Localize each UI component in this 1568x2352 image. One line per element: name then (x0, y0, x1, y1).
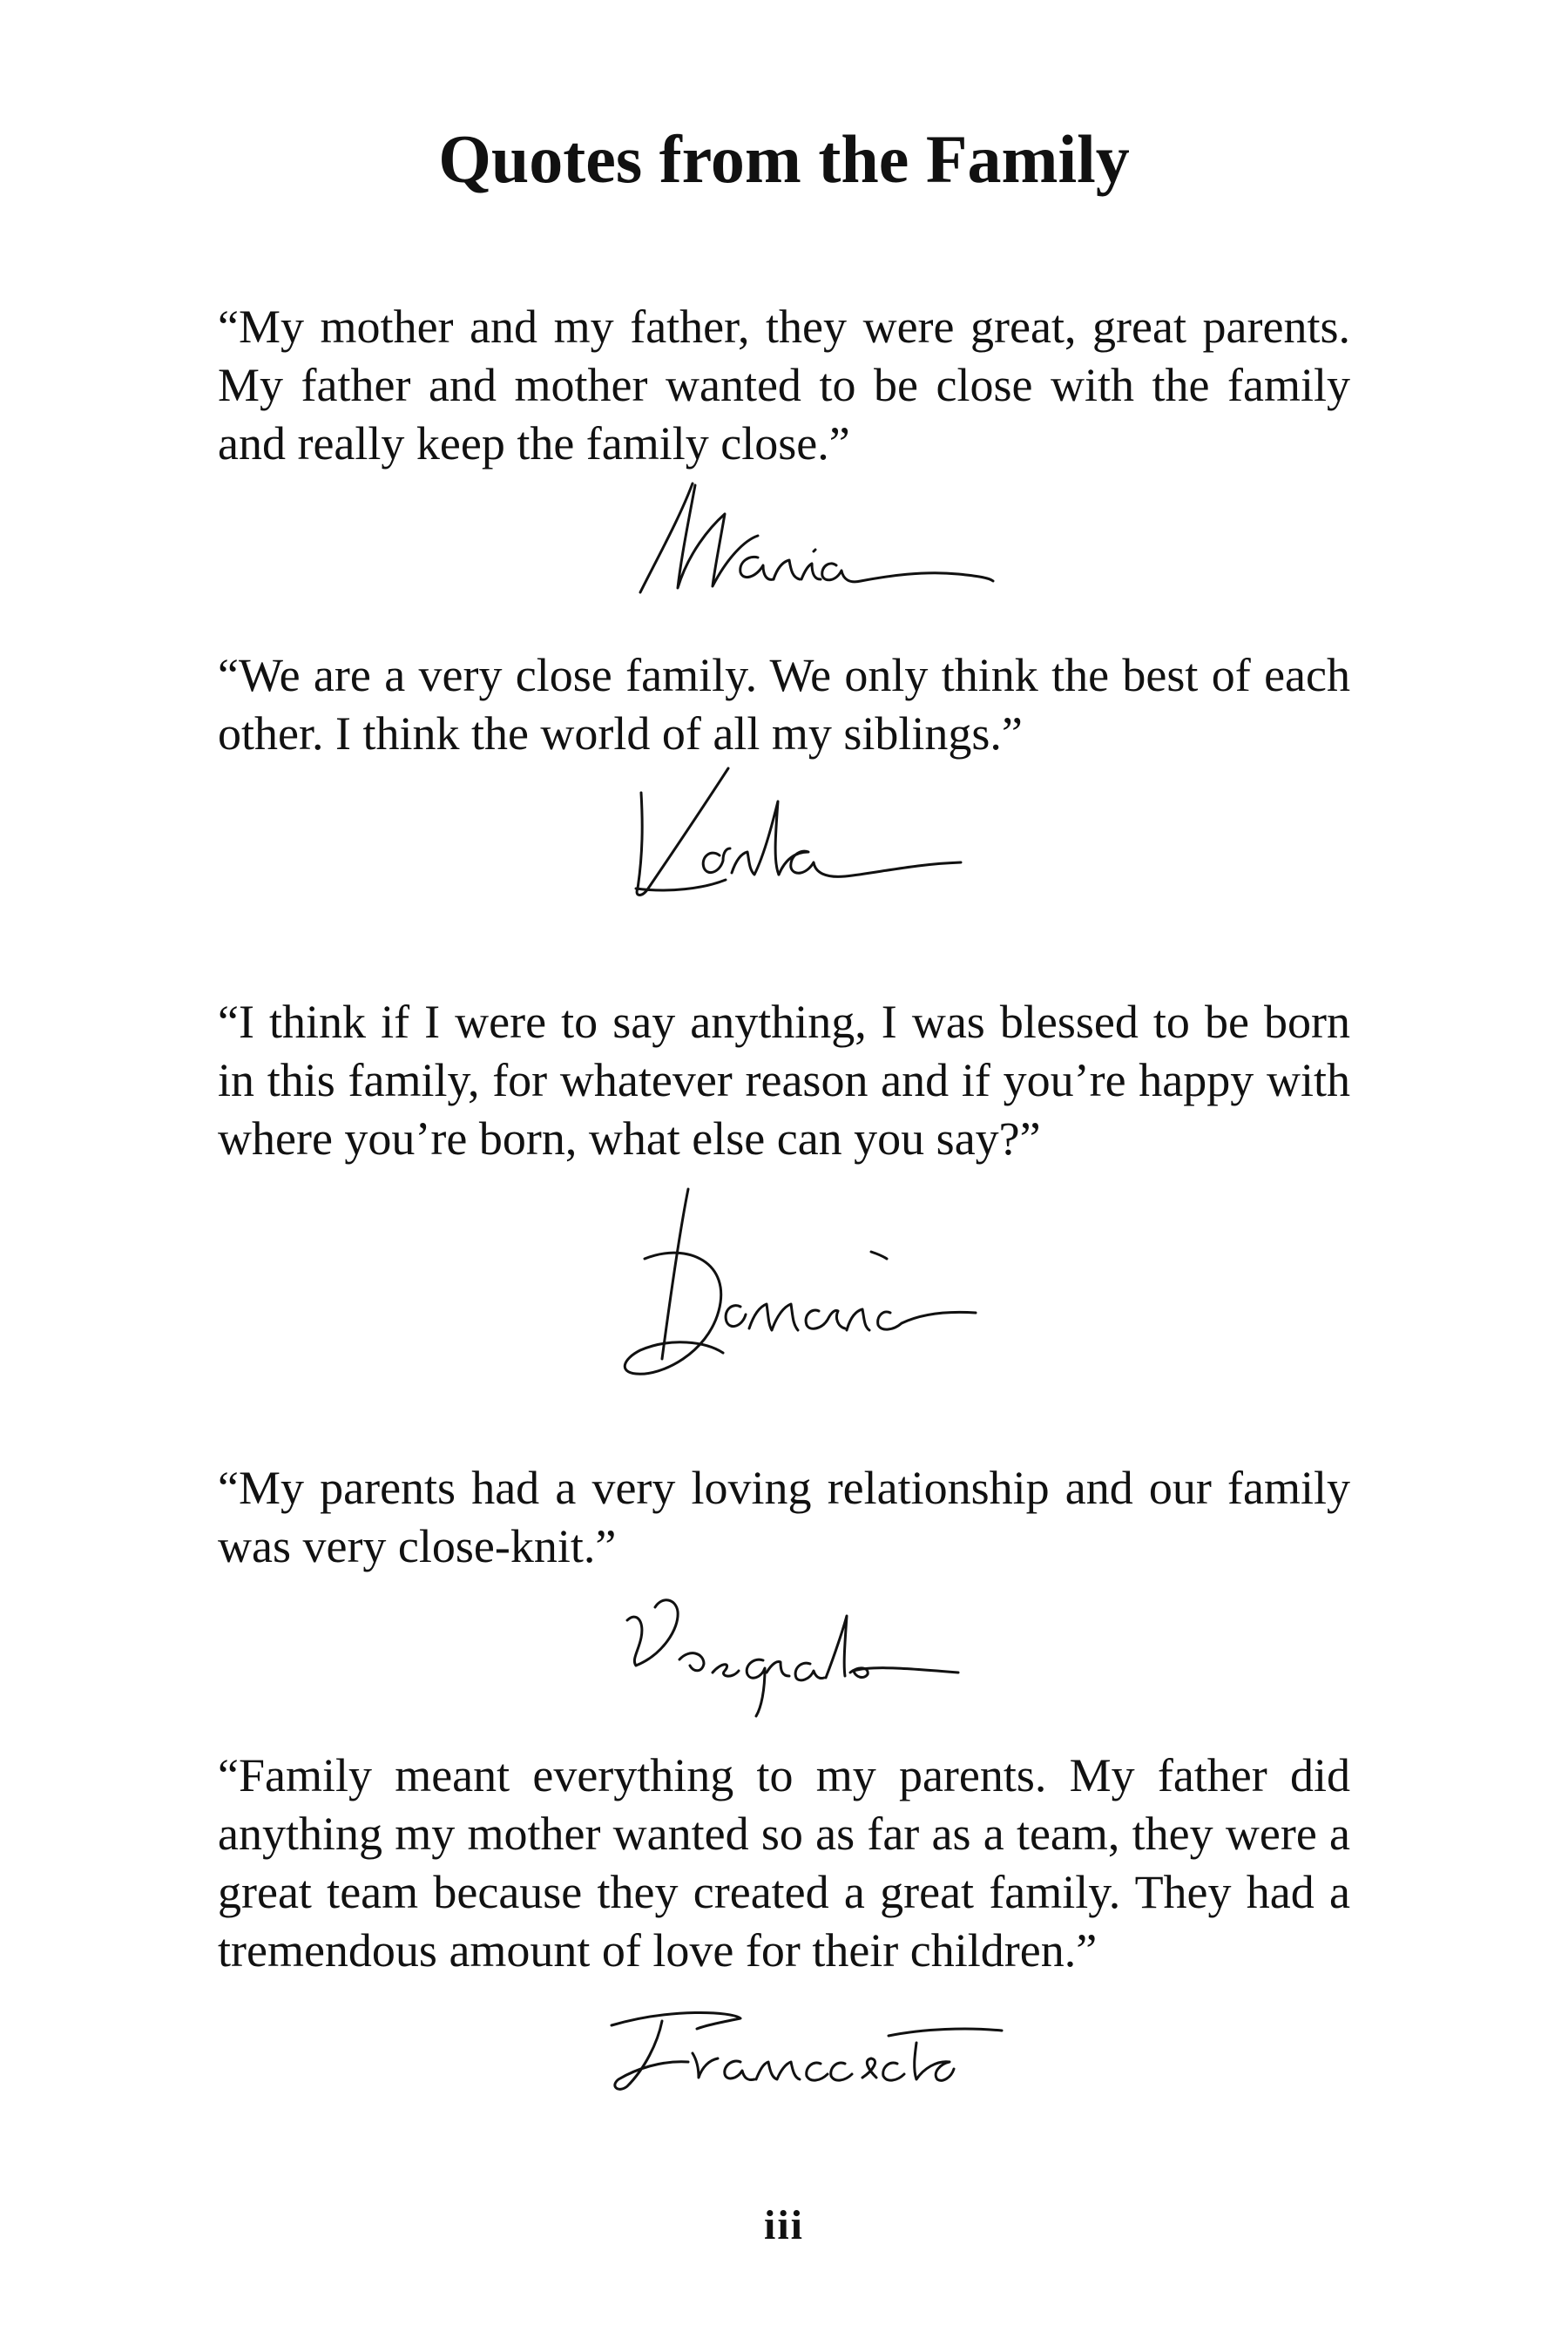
quote-text: “I think if I were to say anything, I was blessed to be born in this family, for whatever reason and if you’re happy with where you’re born, what else can you say?” (218, 996, 1350, 1165)
signature-francesco (592, 1999, 1045, 2104)
signature-maria (627, 475, 1010, 605)
signature-pasquale (610, 1585, 1019, 1725)
page-number: iii (763, 2202, 804, 2248)
signature-domenic (610, 1180, 1010, 1394)
quote-text: “We are a very close family. We only think the best of each other. I think the world of all my siblings.” (218, 649, 1350, 760)
page-title: Quotes from the Family (438, 121, 1130, 197)
quote-text: “Family meant everything to my parents. My father did anything my mother wanted so as far as a team, they were a great team because they created a great family. They had a tremendous amount of love for their children.” (218, 1749, 1350, 1977)
quote-text: “My mother and my father, they were great, great parents. My father and mother wanted to be close with the family and really keep the family close.” (218, 301, 1350, 470)
quote-text: “My parents had a very loving relationship and our family was very close-knit.” (218, 1462, 1350, 1572)
signature-vonda (617, 758, 1017, 906)
